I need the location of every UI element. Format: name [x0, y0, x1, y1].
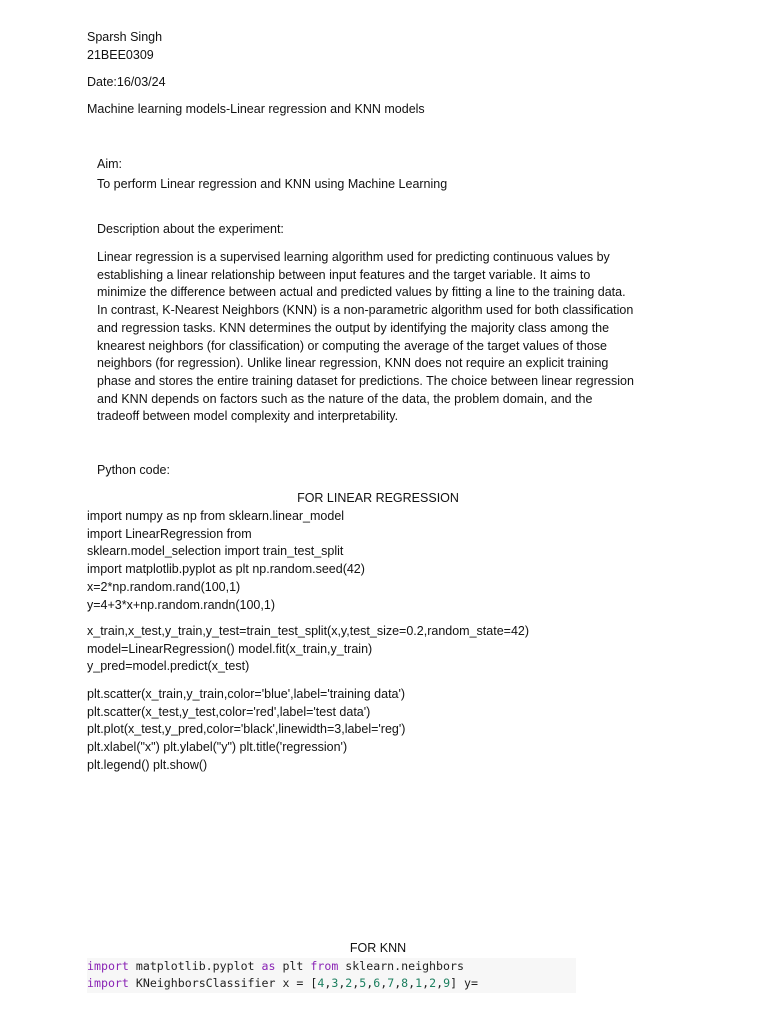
knn-code-line-1: [87, 958, 576, 975]
code-line: plt.xlabel("x") plt.ylabel("y") plt.title('regression'): [87, 740, 348, 755]
code-line: y=4+3*x+np.random.randn(100,1): [87, 597, 275, 612]
number-literal: 1: [415, 976, 423, 991]
description-line: phase and stores the entire training dataset for predictions. The choice between linear regression: [97, 373, 634, 388]
description-heading: Description about the experiment:: [97, 222, 284, 236]
code-line: import matplotlib.pyplot as plt np.random.seed(42): [87, 562, 365, 577]
knn-code-line-2: import KNeighborsClassifier x = [4,3,2,5,6,7,8,1,2,9] y=: [87, 976, 478, 991]
aim-text: To perform Linear regression and KNN using Machine Learning: [97, 177, 448, 191]
number-literal: 7: [387, 976, 395, 991]
keyword-as: as: [261, 959, 276, 973]
code-line: model=LinearRegression() model.fit(x_train,y_train): [87, 641, 373, 656]
number-literal: 8: [401, 976, 409, 991]
knn-heading: FOR KNN: [349, 941, 407, 955]
number-literal: 2: [345, 976, 353, 991]
keyword-import: import: [87, 976, 129, 991]
code-line: import LinearRegression from: [87, 526, 252, 541]
number-literal: 6: [373, 976, 381, 991]
python-code-heading: Python code:: [97, 463, 170, 477]
number-literal: 5: [359, 976, 367, 991]
linear-code-block-3: [87, 686, 707, 775]
knn-code-block: [87, 958, 576, 993]
author-name: Sparsh Singh: [87, 30, 163, 44]
code-line: x_train,x_test,y_train,y_test=train_test_split(x,y,test_size=0.2,random_state=42): [87, 624, 530, 638]
date-line: Date:16/03/24: [87, 75, 166, 89]
description-line: establishing a linear relationship between input features and the target variable. It aims to: [97, 267, 591, 282]
code-line: x=2*np.random.rand(100,1): [87, 579, 241, 594]
code-line: plt.scatter(x_train,y_train,color='blue',label='training data'): [87, 687, 406, 701]
description-line: knearest neighbors (for classification) or computing the average of the target values of those: [97, 338, 608, 353]
code-text: sklearn.neighbors: [338, 959, 464, 973]
linear-code-block-2: [87, 623, 707, 676]
description-line: Linear regression is a supervised learning algorithm used for predicting continuous values by: [97, 250, 610, 264]
code-text: KNeighborsClassifier x = [: [128, 976, 318, 991]
student-id: 21BEE0309: [87, 48, 154, 62]
number-literal: 3: [331, 976, 339, 991]
code-line: plt.scatter(x_test,y_test,color='red',label='test data'): [87, 704, 371, 719]
keyword-import: import: [87, 959, 129, 973]
linear-regression-heading: FOR LINEAR REGRESSION: [297, 491, 459, 505]
code-line: sklearn.model_selection import train_test_split: [87, 544, 344, 559]
description-line: neighbors (for regression). Unlike linear regression, KNN does not require an explicit training: [97, 356, 609, 371]
description-line: In contrast, K-Nearest Neighbors (KNN) is a non-parametric algorithm used for both classification: [97, 303, 634, 318]
code-text: matplotlib.pyplot: [128, 959, 262, 973]
description-line: and regression tasks. KNN determines the output by identifying the majority class among the: [97, 320, 610, 335]
code-line: y_pred=model.predict(x_test): [87, 659, 250, 674]
aim-heading: Aim:: [97, 157, 122, 171]
code-line: import numpy as np from sklearn.linear_model: [87, 509, 345, 523]
code-text: ] y=: [450, 976, 478, 991]
description-line: tradeoff between model complexity and interpretability.: [97, 409, 399, 424]
code-line: plt.legend() plt.show(): [87, 757, 208, 772]
number-literal: 9: [443, 976, 451, 991]
description-paragraph: [97, 249, 672, 426]
number-literal: 4: [317, 976, 325, 991]
code-line: plt.plot(x_test,y_pred,color='black',linewidth=3,label='reg'): [87, 722, 406, 737]
number-literal: 2: [429, 976, 437, 991]
document-title: Machine learning models-Linear regression and KNN models: [87, 102, 425, 116]
linear-code-block-1: [87, 508, 707, 614]
keyword-from: from: [310, 959, 339, 973]
description-line: minimize the difference between actual and predicted values by fitting a line to the training data.: [97, 285, 626, 300]
code-text: plt: [275, 959, 311, 973]
description-line: and KNN depends on factors such as the nature of the data, the problem domain, and the: [97, 391, 593, 406]
